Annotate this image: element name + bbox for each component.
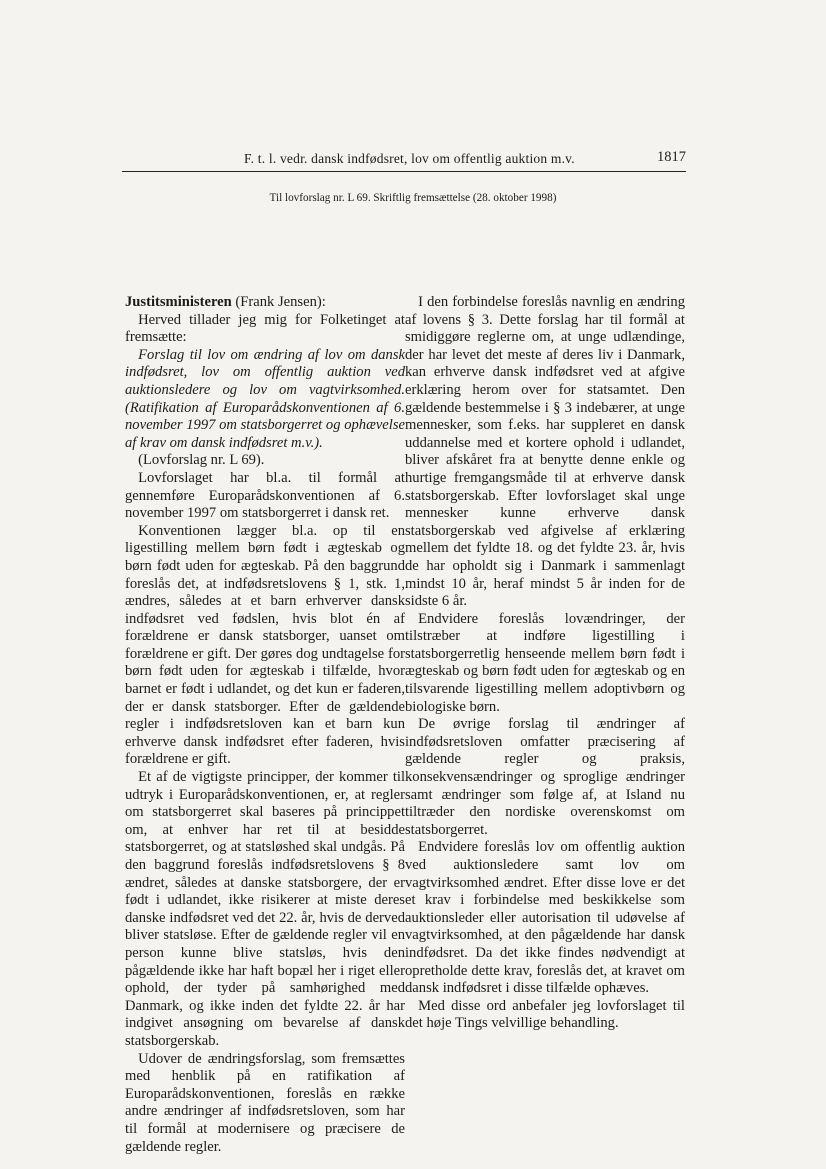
bill-subheading: Til lovforslag nr. L 69. Skriftlig fremsættelse (28. oktober 1998): [269, 192, 557, 204]
bill-number: (Lovforslag nr. L 69).: [138, 452, 265, 469]
paragraph: Lovforslaget har bl.a. til formål at gennemføre Europarådskonventionen af 6. november 1997 om statsborgerret i dansk ret.: [125, 469, 405, 522]
page-number: 1817: [657, 149, 686, 165]
paragraph: Udover de ændringsforslag, som fremsættes med henblik på en ratifikation af Europarådskonventionen, foreslås en række andre ændringer af indfødsretsloven, som har til formål at modernisere og præcisere de gældende regler.: [125, 1050, 405, 1155]
left-column: [125, 294, 405, 1156]
speaker-suffix: (Frank Jensen):: [231, 294, 326, 310]
paragraph: De øvrige forslag til ændringer af indfødsretsloven omfatter præcisering af gældende regler og praksis, konsekvensændringer og sproglige ændringer samt ændringer som følge af, at Island nu tiltræder den nordiske overenskomst om statsborgerret.: [405, 716, 685, 838]
paragraph: Herved tillader jeg mig for Folketinget at fremsætte:: [125, 311, 405, 346]
paragraph: Med disse ord anbefaler jeg lovforslaget til det høje Tings velvillige behandling.: [405, 997, 685, 1032]
paragraph: Konventionen lægger bl.a. op til en ligestilling mellem børn født i ægteskab og børn født uden for ægteskab. På den baggrund foreslås det, at indfødsretslovens § 1, stk. 1, ændres, således at et barn erhverver dansk indfødsret ved fødslen, hvis blot én af forældrene er dansk statsborger, uanset om forældrene er gift. Der gøres dog undtagelse for børn født uden for ægteskab i tilfælde, hvor barnet er født i udlandet, og det kun er faderen, der er dansk statsborger. Efter de gældende regler i indfødsretsloven kan et barn kun erhverve dansk indfødsret efter faderen, hvis forældrene er gift.: [125, 522, 405, 768]
running-title: F. t. l. vedr. dansk indfødsret, lov om offentlig auktion m.v.: [244, 151, 575, 166]
speaker-line: [125, 294, 405, 312]
right-column: [405, 294, 685, 1033]
speaker-name: Justitsministeren: [125, 294, 232, 310]
bill-title: Forslag til lov om ændring af lov om dansk indfødsret, lov om offentlig auktion ved auktionsledere og lov om vagtvirksomhed. (Ratifikation af Europarådskonventionen af 6. november 1997 om statsborgerret og ophævelse af krav om dansk indfødsret m.v.).: [125, 346, 405, 451]
paragraph: Endvidere foreslås lovændringer, der tilstræber at indføre ligestilling i statsborgerretlig henseende mellem børn født i ægteskab og børn født uden for ægteskab og en tilsvarende ligestilling mellem adoptivbørn og biologiske børn.: [405, 610, 685, 715]
paragraph: I den forbindelse foreslås navnlig en ændring af lovens § 3. Dette forslag har til formål at smidiggøre reglerne om, at unge udlændinge, der har levet det meste af deres liv i Danmark, kan erhverve dansk indfødsret ved at afgive erklæring herom over for statsamtet. Den gældende bestemmelse i § 3 indebærer, at unge mennesker, som f.eks. har suppleret en dansk uddannelse med et kortere ophold i udlandet, bliver afskåret fra at benytte denne enkle og hurtige fremgangsmåde til at erhverve dansk statsborgerskab. Efter lovforslaget skal unge mennesker kunne erhverve dansk statsborgerskab ved afgivelse af erklæring mellem det fyldte 18. og det fyldte 23. år, hvis de har opholdt sig i Danmark i sammenlagt mindst 10 år, heraf mindst 5 år inden for de sidste 6 år.: [405, 294, 685, 610]
running-head: [122, 149, 686, 172]
paragraph: Endvidere foreslås lov om offentlig auktion ved auktionsledere samt lov om vagtvirksomhed ændret. Efter disse love er det et krav i forbindelse med beskikkelse som auktionsleder eller autorisation til udøvelse af vagtvirksomhed, at den pågældende har dansk indfødsret. Da det ikke findes nødvendigt at opretholde dette krav, foreslås det, at kravet om dansk indfødsret i disse tilfælde ophæves.: [405, 839, 685, 997]
paragraph: Et af de vigtigste principper, der kommer til udtryk i Europarådskonventionen, er, at regler om statsborgerret skal baseres på princippet om, at enhver har ret til at besidde statsborgerret, og at statsløshed skal undgås. På den baggrund foreslås indfødsretslovens § 8 ændret, således at danske statsborgere, der er født i udlandet, ikke risikerer at miste deres danske indfødsret ved det 22. år, hvis de derved bliver statsløse. Efter de gældende regler vil en person kunne blive statsløs, hvis den pågældende ikke har haft bopæl her i riget eller ophold, der tyder på samhørighed med Danmark, og ikke inden det fyldte 22. år har indgivet ansøgning om bevarelse af dansk statsborgerskab.: [125, 769, 405, 1049]
